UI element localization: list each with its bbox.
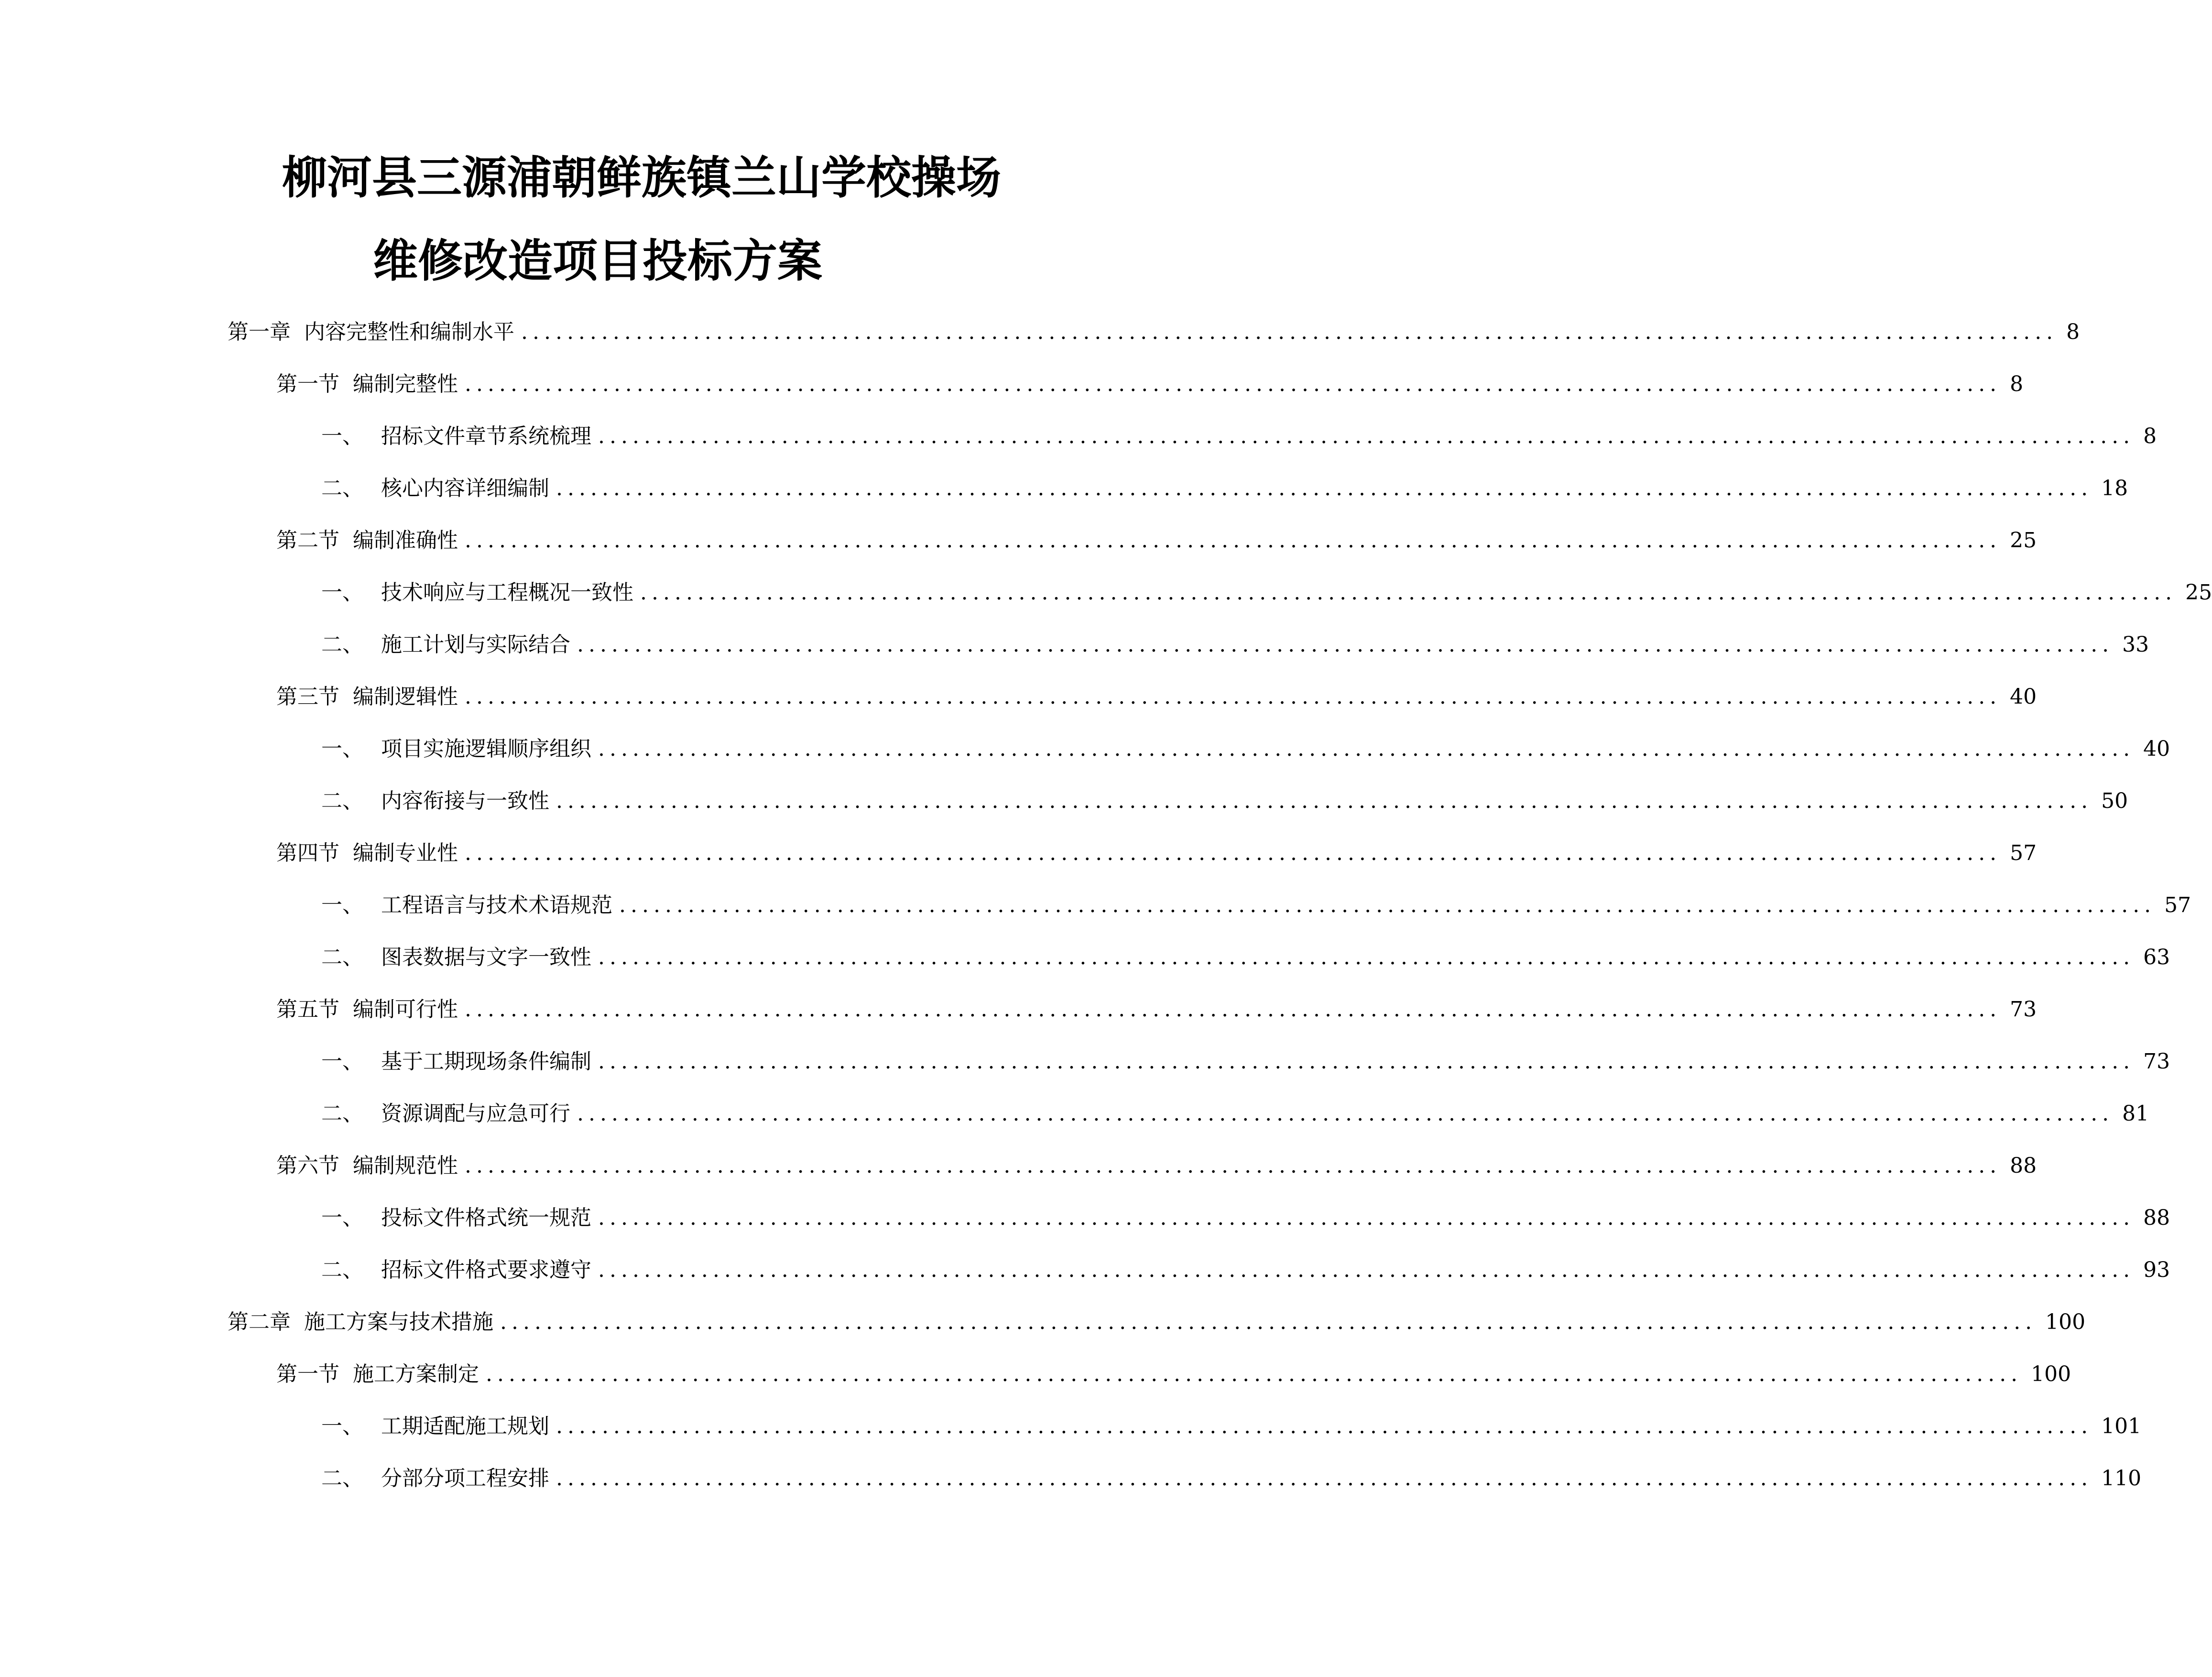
toc-title: 工期适配施工规划	[381, 1414, 549, 1438]
toc-item-entry[interactable]	[321, 1457, 2142, 1500]
toc-number: 二、	[321, 632, 363, 657]
toc-leader: ......................................................................................................................................	[556, 1466, 2093, 1491]
toc-title: 内容完整性和编制水平	[304, 320, 514, 344]
toc-number: 一、	[321, 1049, 363, 1074]
toc-leader: ......................................................................................................................................	[465, 997, 2002, 1022]
toc-number: 第一节	[276, 1362, 339, 1386]
toc-section-entry[interactable]	[276, 519, 2037, 562]
toc-page-number: 8	[2143, 424, 2157, 448]
toc-leader: ......................................................................................................................................	[577, 1101, 2114, 1126]
toc-leader: ......................................................................................................................................	[598, 1049, 2135, 1074]
toc-title: 资源调配与应急可行	[381, 1101, 570, 1126]
toc-leader: ......................................................................................................................................	[556, 789, 2093, 813]
toc-page-number: 73	[2143, 1049, 2170, 1074]
toc-page-number: 33	[2122, 632, 2149, 657]
toc-title: 编制可行性	[353, 997, 458, 1022]
toc-item-entry[interactable]	[321, 1092, 2149, 1135]
toc-leader: ......................................................................................................................................	[598, 945, 2135, 969]
toc-leader: ......................................................................................................................................	[465, 1154, 2002, 1178]
toc-number: 第二章	[228, 1310, 291, 1334]
toc-title: 施工计划与实际结合	[381, 632, 570, 657]
document-title-line-2: 维修改造项目投标方案	[373, 235, 823, 287]
toc-number: 二、	[321, 1466, 363, 1491]
toc-page-number: 18	[2101, 476, 2128, 501]
toc-section-entry[interactable]	[276, 363, 2024, 406]
toc-title: 内容衔接与一致性	[381, 789, 549, 813]
toc-number: 一、	[321, 580, 363, 605]
toc-title: 基于工期现场条件编制	[381, 1049, 591, 1074]
toc-page-number: 8	[2066, 320, 2080, 344]
toc-item-entry[interactable]	[321, 1040, 2170, 1083]
toc-page-number: 40	[2010, 685, 2037, 709]
toc-title: 项目实施逻辑顺序组织	[381, 737, 591, 761]
toc-page-number: 57	[2010, 841, 2037, 865]
toc-leader: ......................................................................................................................................	[640, 580, 2177, 605]
toc-title: 施工方案制定	[353, 1362, 479, 1386]
toc-title: 编制逻辑性	[353, 685, 458, 709]
toc-section-entry[interactable]	[276, 1144, 2037, 1187]
toc-section-entry[interactable]	[276, 988, 2037, 1031]
toc-number: 第五节	[276, 997, 339, 1022]
toc-leader: ......................................................................................................................................	[486, 1362, 2023, 1386]
toc-item-entry[interactable]	[321, 936, 2170, 979]
toc-title: 图表数据与文字一致性	[381, 945, 591, 969]
toc-item-entry[interactable]	[321, 467, 2128, 510]
toc-page-number: 88	[2010, 1154, 2037, 1178]
toc-page-number: 50	[2101, 789, 2128, 813]
toc-title: 编制完整性	[353, 372, 458, 396]
toc-leader: ......................................................................................................................................	[465, 685, 2002, 709]
toc-title: 工程语言与技术术语规范	[381, 893, 612, 917]
toc-title: 招标文件格式要求遵守	[381, 1258, 591, 1282]
toc-page-number: 8	[2010, 372, 2024, 396]
toc-title: 编制准确性	[353, 528, 458, 553]
toc-chapter-entry[interactable]	[228, 1301, 2086, 1344]
toc-page-number: 73	[2010, 997, 2037, 1022]
toc-title: 编制规范性	[353, 1154, 458, 1178]
toc-number: 一、	[321, 737, 363, 761]
toc-number: 二、	[321, 1258, 363, 1282]
toc-item-entry[interactable]	[321, 780, 2128, 823]
toc-title: 投标文件格式统一规范	[381, 1206, 591, 1230]
toc-leader: ......................................................................................................................................	[556, 476, 2093, 501]
toc-number: 一、	[321, 893, 363, 917]
toc-title: 分部分项工程安排	[381, 1466, 549, 1491]
toc-item-entry[interactable]	[321, 1197, 2170, 1240]
toc-page-number: 110	[2101, 1466, 2142, 1491]
toc-leader: ......................................................................................................................................	[500, 1310, 2037, 1334]
toc-page-number: 100	[2045, 1310, 2086, 1334]
toc-title: 核心内容详细编制	[381, 476, 549, 501]
toc-leader: ......................................................................................................................................	[619, 893, 2156, 917]
toc-leader: ......................................................................................................................................	[598, 1206, 2135, 1230]
toc-title: 施工方案与技术措施	[304, 1310, 493, 1334]
toc-page-number: 81	[2122, 1101, 2149, 1126]
toc-leader: ......................................................................................................................................	[465, 372, 2002, 396]
toc-leader: ......................................................................................................................................	[465, 528, 2002, 553]
toc-leader: ......................................................................................................................................	[577, 632, 2114, 657]
toc-leader: ......................................................................................................................................	[598, 424, 2135, 448]
toc-number: 第一节	[276, 372, 339, 396]
toc-number: 一、	[321, 424, 363, 448]
toc-page-number: 93	[2143, 1258, 2170, 1282]
toc-page-number: 25	[2185, 580, 2212, 605]
toc-title: 招标文件章节系统梳理	[381, 424, 591, 448]
toc-item-entry[interactable]	[321, 1405, 2142, 1448]
toc-number: 第三节	[276, 685, 339, 709]
toc-page-number: 101	[2101, 1414, 2142, 1438]
toc-item-entry[interactable]	[321, 884, 2191, 927]
toc-number: 二、	[321, 945, 363, 969]
toc-section-entry[interactable]	[276, 1353, 2071, 1396]
toc-title: 技术响应与工程概况一致性	[381, 580, 633, 605]
document-title-line-1: 柳河县三源浦朝鲜族镇兰山学校操场	[282, 152, 1002, 204]
toc-item-entry[interactable]	[321, 415, 2157, 458]
toc-section-entry[interactable]	[276, 832, 2037, 875]
toc-item-entry[interactable]	[321, 623, 2149, 666]
toc-number: 二、	[321, 476, 363, 501]
toc-page-number: 25	[2010, 528, 2037, 553]
toc-leader: ......................................................................................................................................	[465, 841, 2002, 865]
toc-leader: ......................................................................................................................................	[598, 1258, 2135, 1282]
toc-number: 一、	[321, 1206, 363, 1230]
toc-number: 二、	[321, 789, 363, 813]
toc-page-number: 63	[2143, 945, 2170, 969]
toc-item-entry[interactable]	[321, 728, 2170, 771]
toc-page-number: 57	[2164, 893, 2191, 917]
toc-chapter-entry[interactable]	[228, 311, 2080, 354]
toc-title: 编制专业性	[353, 841, 458, 865]
toc-item-entry[interactable]	[321, 571, 2212, 614]
toc-number: 第二节	[276, 528, 339, 553]
toc-section-entry[interactable]	[276, 675, 2037, 719]
toc-number: 一、	[321, 1414, 363, 1438]
toc-number: 第六节	[276, 1154, 339, 1178]
toc-page-number: 40	[2143, 737, 2170, 761]
toc-page-number: 100	[2031, 1362, 2071, 1386]
toc-number: 二、	[321, 1101, 363, 1126]
toc-leader: ......................................................................................................................................	[521, 320, 2058, 344]
toc-number: 第一章	[228, 320, 291, 344]
toc-item-entry[interactable]	[321, 1249, 2170, 1292]
toc-page-number: 88	[2143, 1206, 2170, 1230]
toc-leader: ......................................................................................................................................	[598, 737, 2135, 761]
toc-number: 第四节	[276, 841, 339, 865]
toc-leader: ......................................................................................................................................	[556, 1414, 2093, 1438]
